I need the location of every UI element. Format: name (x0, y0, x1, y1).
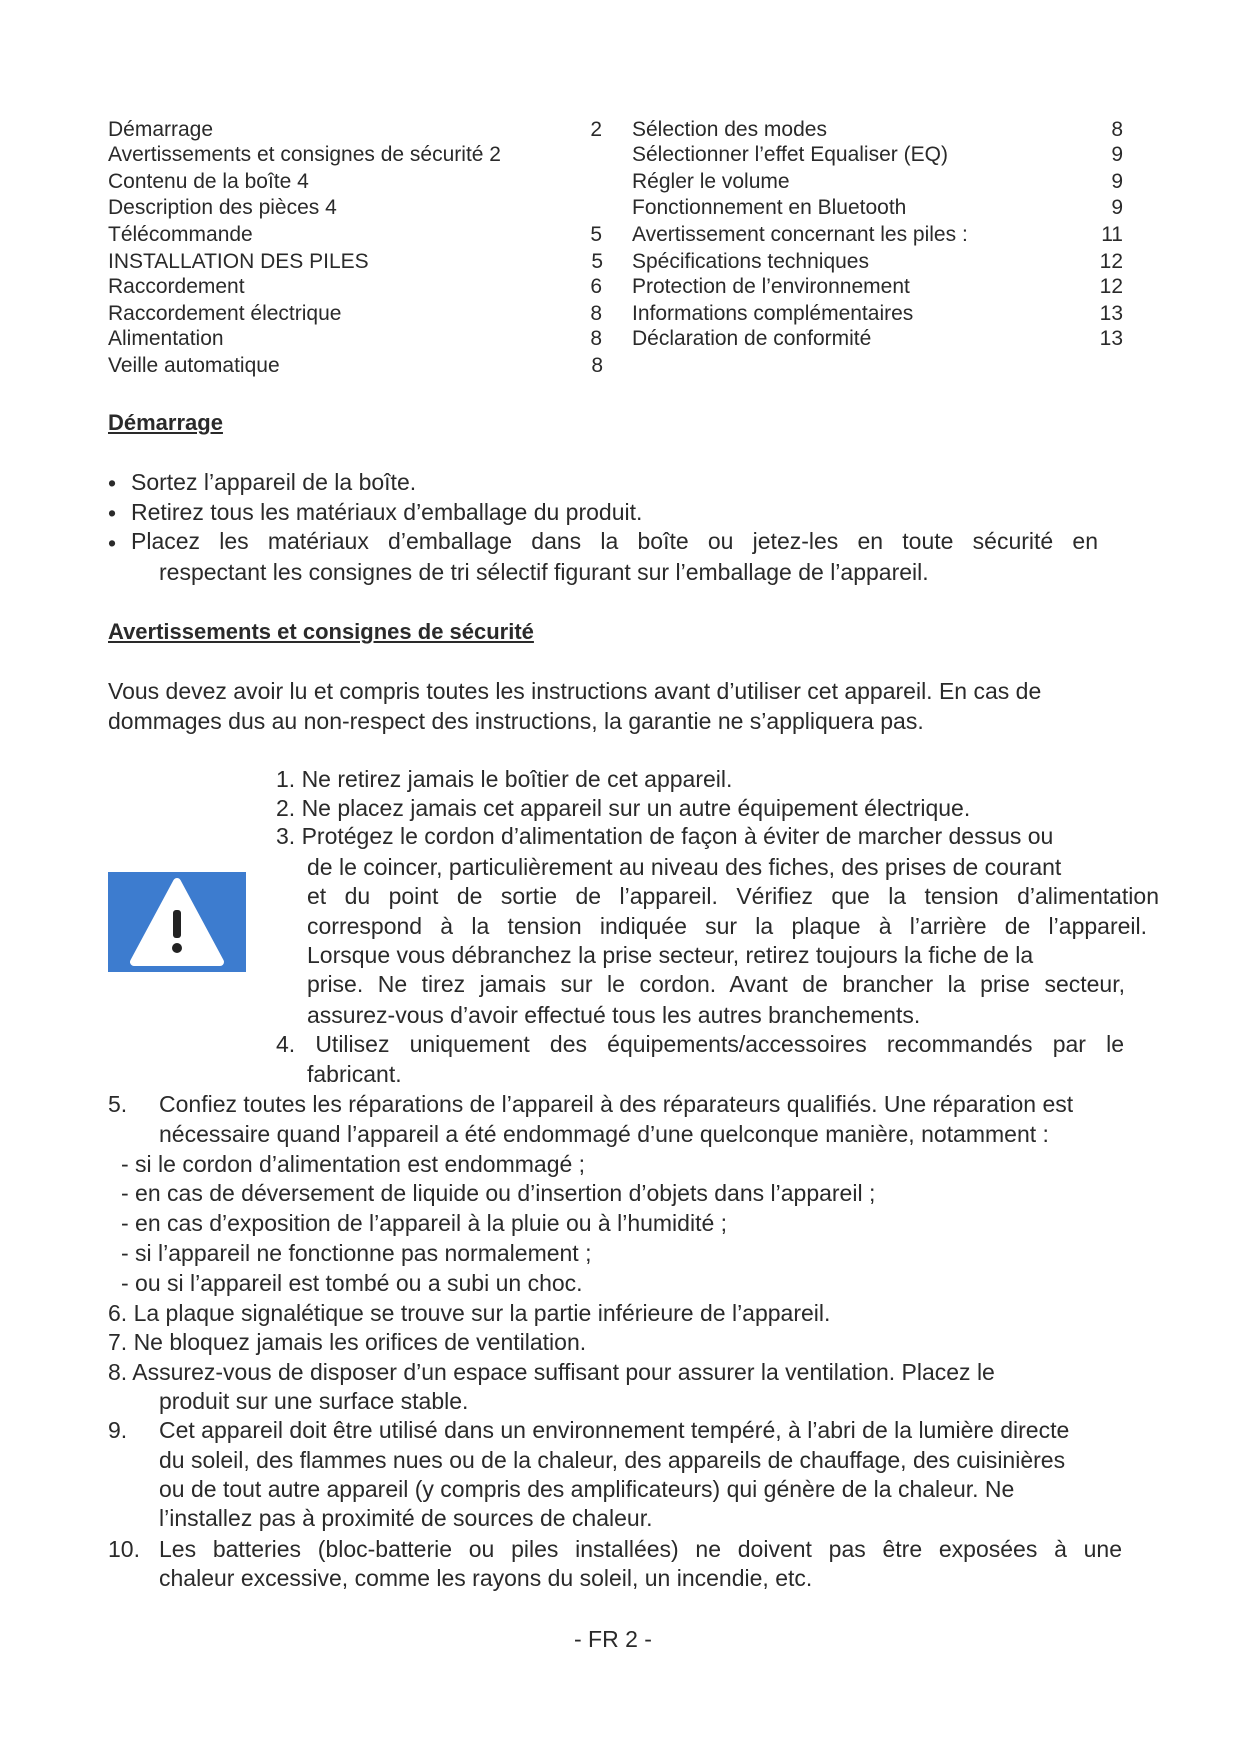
safety-item: Les batteries (bloc-batterie ou piles installées) ne doivent pas être exposées à une (159, 1536, 1122, 1562)
sub-list-item: - en cas d’exposition de l’appareil à la pluie ou à l’humidité ; (121, 1210, 728, 1236)
toc-page: 9 (1111, 196, 1123, 219)
toc-item[interactable]: Fonctionnement en Bluetooth (632, 196, 907, 219)
toc-item[interactable]: Démarrage (108, 118, 214, 141)
toc-page: 12 (1099, 275, 1123, 298)
safety-item: 7. Ne bloquez jamais les orifices de ventilation. (108, 1329, 587, 1355)
safety-item-continuation: produit sur une surface stable. (159, 1388, 469, 1414)
toc-item[interactable]: Sélection des modes (632, 118, 827, 141)
toc-page: 8 (590, 327, 602, 350)
toc-item[interactable]: Veille automatique (108, 354, 280, 377)
list-item: Retirez tous les matériaux d’emballage du produit. (131, 499, 643, 525)
toc-item[interactable]: Spécifications techniques (632, 250, 869, 273)
safety-item: 1. Ne retirez jamais le boîtier de cet appareil. (276, 766, 733, 792)
safety-item: 4. Utilisez uniquement des équipements/accessoires recommandés par le (276, 1031, 1124, 1057)
toc-item[interactable]: Avertissements et consignes de sécurité 2 (108, 143, 501, 166)
safety-item-continuation: fabricant. (307, 1061, 402, 1087)
safety-item-continuation: prise. Ne tirez jamais sur le cordon. Avant de brancher la prise secteur, (307, 971, 1125, 997)
bullet-glyph: • (108, 530, 117, 556)
toc-item[interactable]: Raccordement électrique (108, 302, 342, 325)
toc-page: 8 (590, 302, 602, 325)
bullet-glyph: • (108, 470, 117, 496)
safety-item-continuation: ou de tout autre appareil (y compris des amplificateurs) qui génère de la chaleur. Ne (159, 1476, 1015, 1502)
safety-item-number: 5. (108, 1091, 128, 1117)
safety-item: Confiez toutes les réparations de l’appareil à des réparateurs qualifiés. Une réparation est (159, 1091, 1074, 1117)
toc-item[interactable]: Raccordement (108, 275, 245, 298)
toc-item[interactable]: Description des pièces 4 (108, 196, 337, 219)
toc-item[interactable]: Protection de l’environnement (632, 275, 910, 298)
toc-page: 5 (591, 250, 603, 273)
safety-item-continuation: du soleil, des flammes nues ou de la chaleur, des appareils de chauffage, des cuisinières (159, 1447, 1066, 1473)
safety-item-number: 9. (108, 1417, 128, 1443)
list-item: Placez les matériaux d’emballage dans la boîte ou jetez-les en toute sécurité en (131, 528, 1098, 554)
safety-item-continuation: Lorsque vous débranchez la prise secteur, retirez toujours la fiche de la (307, 942, 1034, 968)
safety-item: 3. Protégez le cordon d’alimentation de façon à éviter de marcher dessus ou (276, 823, 1054, 849)
page-number-footer: - FR 2 - (574, 1626, 652, 1652)
toc-page: 8 (591, 354, 603, 377)
toc-item[interactable]: Avertissement concernant les piles : (632, 223, 968, 246)
toc-page: 11 (1101, 223, 1123, 246)
safety-intro-line: dommages dus au non-respect des instructions, la garantie ne s’appliquera pas. (108, 708, 924, 734)
safety-item-continuation: correspond à la tension indiquée sur la plaque à l’arrière de l’appareil. (307, 913, 1147, 939)
section-heading-safety: Avertissements et consignes de sécurité (108, 619, 534, 644)
safety-item-continuation: chaleur excessive, comme les rayons du soleil, un incendie, etc. (159, 1565, 813, 1591)
toc-item[interactable]: Télécommande (108, 223, 253, 246)
safety-intro-line: Vous devez avoir lu et compris toutes les instructions avant d’utiliser cet appareil. En cas de (108, 678, 1042, 704)
bullet-glyph: • (108, 500, 117, 526)
warning-triangle-svg (108, 872, 246, 972)
sub-list-item: - si le cordon d’alimentation est endommagé ; (121, 1151, 586, 1177)
toc-page: 9 (1111, 170, 1123, 193)
safety-item-continuation: de le coincer, particulièrement au niveau des fiches, des prises de courant (307, 854, 1062, 880)
warning-triangle-icon (108, 872, 246, 972)
toc-page: 5 (590, 223, 602, 246)
safety-item: 8. Assurez-vous de disposer d’un espace suffisant pour assurer la ventilation. Placez le (108, 1359, 995, 1385)
toc-page: 2 (590, 118, 602, 141)
toc-item[interactable]: Déclaration de conformité (632, 327, 872, 350)
safety-item: 6. La plaque signalétique se trouve sur la partie inférieure de l’appareil. (108, 1300, 831, 1326)
safety-item-continuation: et du point de sortie de l’appareil. Vérifiez que la tension d’alimentation (307, 883, 1159, 909)
toc-item[interactable]: Régler le volume (632, 170, 790, 193)
toc-page: 9 (1111, 143, 1123, 166)
safety-item-number: 10. (108, 1536, 140, 1562)
toc-item[interactable]: Alimentation (108, 327, 224, 350)
safety-item-continuation: l’installez pas à proximité de sources de chaleur. (159, 1505, 653, 1531)
toc-page: 6 (590, 275, 602, 298)
safety-item-continuation: assurez-vous d’avoir effectué tous les autres branchements. (307, 1002, 921, 1028)
sub-list-item: - ou si l’appareil est tombé ou a subi un choc. (121, 1270, 583, 1296)
toc-item[interactable]: Contenu de la boîte 4 (108, 170, 309, 193)
toc-page: 8 (1111, 118, 1123, 141)
list-item: Sortez l’appareil de la boîte. (131, 469, 417, 495)
toc-item[interactable]: INSTALLATION DES PILES (108, 250, 369, 273)
sub-list-item: - en cas de déversement de liquide ou d’insertion d’objets dans l’appareil ; (121, 1180, 876, 1206)
list-item-continuation: respectant les consignes de tri sélectif figurant sur l’emballage de l’appareil. (159, 559, 929, 585)
toc-item[interactable]: Informations complémentaires (632, 302, 914, 325)
safety-item-continuation: nécessaire quand l’appareil a été endommagé d’une quelconque manière, notamment : (159, 1121, 1049, 1147)
safety-item: Cet appareil doit être utilisé dans un environnement tempéré, à l’abri de la lumière directe (159, 1417, 1070, 1443)
toc-page: 13 (1099, 302, 1123, 325)
toc-item[interactable]: Sélectionner l’effet Equaliser (EQ) (632, 143, 948, 166)
toc-page: 13 (1099, 327, 1123, 350)
toc-page: 12 (1099, 250, 1123, 273)
section-heading-demarrage: Démarrage (108, 410, 223, 435)
safety-item: 2. Ne placez jamais cet appareil sur un autre équipement électrique. (276, 795, 971, 821)
sub-list-item: - si l’appareil ne fonctionne pas normalement ; (121, 1240, 592, 1266)
